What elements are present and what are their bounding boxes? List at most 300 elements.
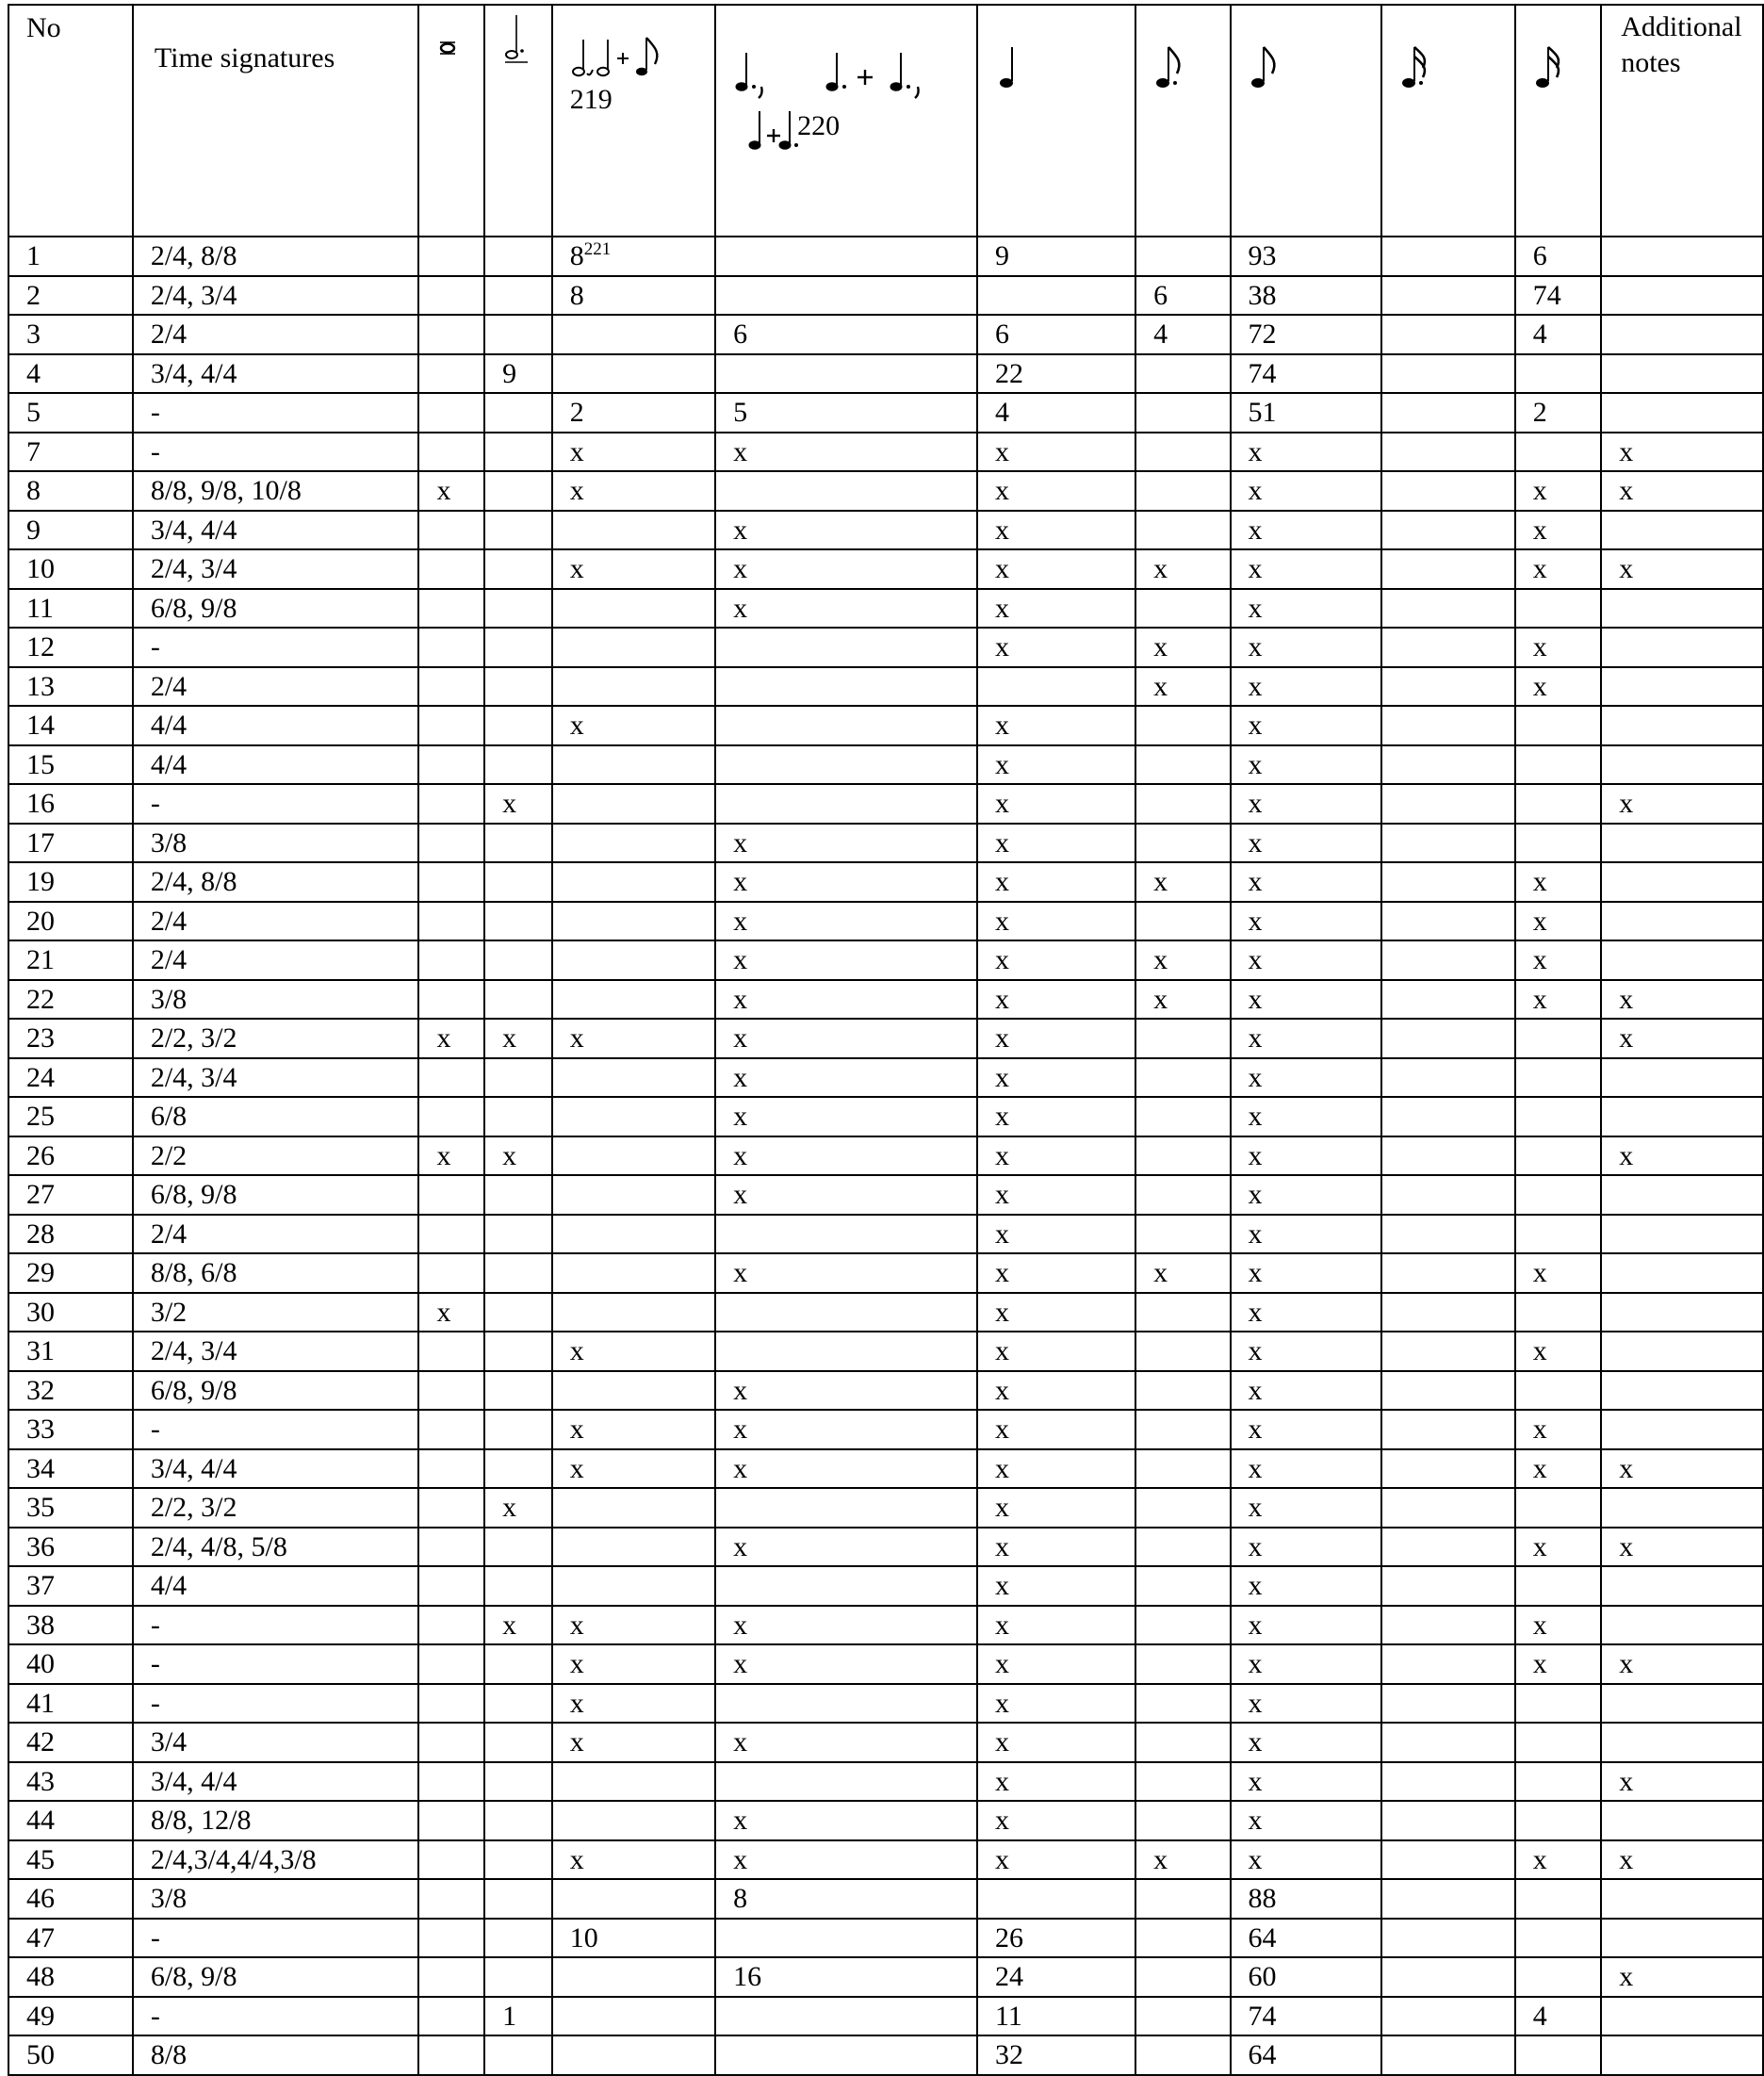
row-no [8, 237, 133, 276]
dotted-half-cell [484, 1528, 552, 1567]
row-no [8, 1566, 133, 1606]
header-eighth [1231, 5, 1381, 237]
additional-notes-cell [1601, 589, 1763, 629]
dotted-eighth-cell [1135, 276, 1230, 316]
eighth-cell-value: x [1248, 514, 1263, 546]
whole-cell [418, 1606, 484, 1645]
quarter-cell [977, 589, 1135, 629]
dotted-half-cell [484, 471, 552, 511]
eighth-cell-value: x [1248, 1530, 1263, 1562]
quarter-cell-value: 9 [994, 240, 1009, 271]
row-no [8, 1175, 133, 1215]
dotted-quarter-group-cell [715, 276, 977, 316]
half-group-cell [552, 1253, 715, 1293]
dotted-half-cell-value: x [502, 788, 517, 819]
time-signature-value: 2/4, 8/8 [150, 866, 237, 897]
whole-cell [418, 1175, 484, 1215]
time-signature-value: 8/8, 9/8, 10/8 [150, 475, 302, 506]
time-signature-value: 2/4, 8/8 [150, 240, 237, 271]
quarter-cell [977, 862, 1135, 902]
quarter-cell [977, 393, 1135, 433]
eighth-cell-value: x [1248, 1843, 1263, 1875]
quarter-cell-value: x [994, 1414, 1009, 1445]
dotted-eighth-cell-value: x [1153, 631, 1168, 662]
dotted-quarter-group-cell-value: x [733, 1179, 748, 1210]
time-signature-value: 3/4, 4/4 [150, 1765, 237, 1797]
dotted-half-cell [484, 549, 552, 589]
whole-cell [418, 1762, 484, 1802]
eighth-cell [1231, 706, 1381, 745]
eighth-cell [1231, 1566, 1381, 1606]
dotted-half-cell [484, 1019, 552, 1058]
time-signature-value: 2/4 [150, 1218, 188, 1250]
dotted-eighth-cell [1135, 315, 1230, 354]
footnote-ref: 221 [583, 239, 612, 259]
dotted-sixteenth-cell [1381, 393, 1515, 433]
half-group-cell-value: x [569, 1687, 584, 1719]
row-no [8, 1840, 133, 1880]
eighth-cell-value: x [1248, 435, 1263, 467]
table-row [8, 1566, 1763, 1606]
half-group-cell [552, 549, 715, 589]
row-no-value: 4 [26, 357, 41, 389]
quarter-cell [977, 1801, 1135, 1840]
table-row [8, 354, 1763, 394]
time-signature-value: - [150, 2000, 160, 2032]
dotted-quarter-group-cell [715, 1293, 977, 1332]
quarter-cell [977, 276, 1135, 316]
additional-notes-cell [1601, 745, 1763, 785]
row-no-value: 43 [26, 1765, 55, 1797]
dotted-quarter-group-cell [715, 393, 977, 433]
sixteenth-cell [1515, 1723, 1602, 1762]
dotted-sixteenth-cell [1381, 1293, 1515, 1332]
quarter-cell-value: x [994, 1726, 1009, 1757]
dotted-sixteenth-cell [1381, 1136, 1515, 1176]
time-signature [133, 1293, 419, 1332]
eighth-cell-value: x [1248, 944, 1263, 975]
row-no [8, 1684, 133, 1724]
quarter-cell-value: x [994, 1570, 1009, 1601]
quarter-cell-value: x [994, 553, 1009, 584]
sixteenth-cell-value: 4 [1532, 2000, 1547, 2032]
dotted-quarter-group-cell-value: x [733, 1530, 748, 1562]
dotted-sixteenth-cell [1381, 628, 1515, 667]
sixteenth-cell [1515, 1566, 1602, 1606]
table-row [8, 315, 1763, 354]
dotted-half-cell [484, 784, 552, 824]
additional-notes-cell [1601, 1410, 1763, 1449]
time-signature [133, 1684, 419, 1724]
half-group-cell [552, 940, 715, 980]
additional-notes-cell-value: x [1619, 435, 1634, 467]
dotted-eighth-cell [1135, 1684, 1230, 1724]
dotted-half-cell-value: x [502, 1492, 517, 1523]
eighth-cell [1231, 1449, 1381, 1489]
dotted-eighth-cell [1135, 589, 1230, 629]
whole-cell [418, 1723, 484, 1762]
half-group-cell [552, 1019, 715, 1058]
additional-notes-cell [1601, 1253, 1763, 1293]
dotted-eighth-cell [1135, 1840, 1230, 1880]
header-time-signatures: Time signatures [133, 5, 419, 237]
table-row [8, 589, 1763, 629]
row-no [8, 902, 133, 941]
header-sixteenth [1515, 5, 1602, 237]
row-no-value: 31 [26, 1335, 55, 1366]
additional-notes-cell [1601, 433, 1763, 472]
dotted-half-cell [484, 1449, 552, 1489]
whole-cell [418, 1449, 484, 1489]
whole-note-icon [436, 11, 459, 58]
row-no-value: 2 [26, 279, 41, 311]
dotted-eighth-cell [1135, 1762, 1230, 1802]
row-no-value: 34 [26, 1452, 55, 1484]
header-no: No [8, 5, 133, 237]
time-signature [133, 1058, 419, 1098]
dotted-half-cell [484, 1371, 552, 1411]
dotted-eighth-cell [1135, 1801, 1230, 1840]
whole-cell [418, 237, 484, 276]
rhythm-table [8, 4, 1764, 2076]
dotted-eighth-cell-value: x [1153, 553, 1168, 584]
dotted-quarter-group-cell [715, 667, 977, 707]
table-row [8, 1644, 1763, 1684]
half-group-cell [552, 628, 715, 667]
half-group-cell [552, 706, 715, 745]
half-group-cell [552, 1410, 715, 1449]
whole-cell [418, 1136, 484, 1176]
additional-notes-cell-value: x [1619, 553, 1634, 584]
sixteenth-cell-value: 74 [1532, 279, 1561, 311]
table-row [8, 1449, 1763, 1489]
eighth-cell-value: 74 [1248, 357, 1277, 389]
half-group-cell [552, 667, 715, 707]
sixteenth-cell [1515, 902, 1602, 941]
row-no [8, 1723, 133, 1762]
half-group-cell [552, 862, 715, 902]
quarter-cell [977, 1410, 1135, 1449]
half-group-cell [552, 1919, 715, 1958]
additional-notes-cell [1601, 511, 1763, 550]
half-group-cell-value: x [569, 1414, 584, 1445]
dotted-sixteenth-cell [1381, 1957, 1515, 1997]
additional-notes-cell [1601, 393, 1763, 433]
eighth-cell-value: x [1248, 1061, 1263, 1093]
quarter-cell [977, 1215, 1135, 1254]
additional-notes-cell [1601, 1997, 1763, 2036]
time-signature-value: 2/4, 3/4 [150, 279, 237, 311]
quarter-cell-value: 11 [994, 2000, 1022, 2032]
sixteenth-cell [1515, 237, 1602, 276]
sixteenth-cell-value: x [1532, 944, 1547, 975]
additional-notes-cell [1601, 1058, 1763, 1098]
quarter-cell-value: x [994, 1530, 1009, 1562]
sixteenth-cell [1515, 1528, 1602, 1567]
dotted-quarter-group-cell [715, 1997, 977, 2036]
row-no [8, 276, 133, 316]
quarter-cell [977, 824, 1135, 863]
dotted-half-cell [484, 1997, 552, 2036]
whole-cell [418, 1097, 484, 1136]
dotted-sixteenth-cell [1381, 1762, 1515, 1802]
table-body [8, 237, 1763, 2075]
half-group-cell [552, 1879, 715, 1919]
eighth-cell [1231, 471, 1381, 511]
dotted-eighth-cell [1135, 628, 1230, 667]
dotted-quarter-group-cell-value: x [733, 435, 748, 467]
row-no [8, 1528, 133, 1567]
dotted-half-cell [484, 1136, 552, 1176]
sixteenth-cell [1515, 276, 1602, 316]
header-dotted-quarter-group-ref: 220 [797, 110, 841, 141]
dotted-quarter-group-cell-value: x [733, 905, 748, 937]
eighth-cell [1231, 1528, 1381, 1567]
quarter-cell [977, 315, 1135, 354]
dotted-sixteenth-cell [1381, 433, 1515, 472]
eighth-cell [1231, 1723, 1381, 1762]
row-no [8, 667, 133, 707]
eighth-cell-value: x [1248, 592, 1263, 624]
eighth-cell-value: x [1248, 1687, 1263, 1719]
whole-cell [418, 1684, 484, 1724]
half-group-cell-value: x [569, 1843, 584, 1875]
dotted-eighth-cell [1135, 393, 1230, 433]
dotted-quarter-group-cell [715, 354, 977, 394]
half-notes-and-tied-eighth-icon [570, 11, 674, 79]
dotted-half-cell [484, 1762, 552, 1802]
sixteenth-cell-value: x [1532, 1335, 1547, 1366]
row-no [8, 1253, 133, 1293]
dotted-eighth-cell [1135, 1293, 1230, 1332]
dotted-half-cell [484, 1058, 552, 1098]
half-group-cell [552, 1997, 715, 2036]
header-additional-notes: Additional notes [1601, 5, 1763, 237]
time-signature [133, 902, 419, 941]
dotted-sixteenth-cell [1381, 549, 1515, 589]
eighth-cell-value: x [1248, 710, 1263, 741]
half-group-cell [552, 824, 715, 863]
header-dotted-sixteenth [1381, 5, 1515, 237]
table-row [8, 1997, 1763, 2036]
time-signature-value: 2/4, 3/4 [150, 1061, 237, 1093]
quarter-cell-value: x [994, 1218, 1009, 1250]
dotted-eighth-cell [1135, 745, 1230, 785]
sixteenth-cell [1515, 628, 1602, 667]
eighth-cell-value: x [1248, 1414, 1263, 1445]
dotted-eighth-cell [1135, 940, 1230, 980]
row-no-value: 1 [26, 240, 41, 271]
row-no [8, 1058, 133, 1098]
sixteenth-cell [1515, 862, 1602, 902]
quarter-cell [977, 1879, 1135, 1919]
header-dotted-half [484, 5, 552, 237]
row-no-value: 5 [26, 397, 41, 428]
quarter-cell [977, 784, 1135, 824]
sixteenth-cell [1515, 1058, 1602, 1098]
additional-notes-cell [1601, 862, 1763, 902]
row-no [8, 589, 133, 629]
sixteenth-cell [1515, 1371, 1602, 1411]
quarter-cell [977, 1175, 1135, 1215]
eighth-cell-value: x [1248, 1139, 1263, 1171]
dotted-eighth-note-icon [1153, 11, 1191, 87]
dotted-quarter-group-cell [715, 1762, 977, 1802]
table-row [8, 1528, 1763, 1567]
row-no [8, 1097, 133, 1136]
dotted-quarter-group-cell-value: x [733, 1101, 748, 1132]
table-row [8, 1371, 1763, 1411]
time-signature [133, 1488, 419, 1528]
table-row [8, 471, 1763, 511]
row-no [8, 1801, 133, 1840]
quarter-cell-value: 22 [994, 357, 1023, 389]
half-group-cell-value: x [569, 1335, 584, 1366]
row-no-value: 49 [26, 2000, 55, 2032]
dotted-half-cell [484, 1332, 552, 1371]
table-row [8, 1488, 1763, 1528]
additional-notes-cell [1601, 706, 1763, 745]
dotted-quarter-group-cell [715, 549, 977, 589]
dotted-quarter-group-cell-value: 8 [733, 1883, 748, 1914]
additional-notes-cell [1601, 1879, 1763, 1919]
dotted-quarter-group-cell-value: x [733, 1257, 748, 1288]
sixteenth-cell-value: x [1532, 983, 1547, 1015]
half-group-cell [552, 354, 715, 394]
time-signature [133, 1997, 419, 2036]
half-group-cell-value: x [569, 710, 584, 741]
sixteenth-cell [1515, 824, 1602, 863]
time-signature-value: 6/8 [150, 1101, 188, 1132]
dotted-quarter-group-cell [715, 824, 977, 863]
sixteenth-cell-value: 2 [1532, 397, 1547, 428]
dotted-eighth-cell [1135, 549, 1230, 589]
time-signature-value: 2/2, 3/2 [150, 1492, 237, 1523]
whole-cell [418, 393, 484, 433]
whole-cell [418, 824, 484, 863]
dotted-sixteenth-cell [1381, 980, 1515, 1020]
dotted-half-cell [484, 393, 552, 433]
dotted-quarter-group-cell [715, 1801, 977, 1840]
whole-cell [418, 1801, 484, 1840]
dotted-sixteenth-cell [1381, 1019, 1515, 1058]
additional-notes-cell [1601, 824, 1763, 863]
sixteenth-cell-value: x [1532, 514, 1547, 546]
row-no-value: 32 [26, 1374, 55, 1406]
dotted-half-cell [484, 433, 552, 472]
half-group-cell [552, 1528, 715, 1567]
dotted-eighth-cell [1135, 1332, 1230, 1371]
quarter-note-icon [995, 11, 1023, 87]
dotted-quarter-group-cell [715, 237, 977, 276]
dotted-half-cell [484, 315, 552, 354]
eighth-note-icon [1249, 11, 1286, 87]
dotted-sixteenth-cell [1381, 471, 1515, 511]
dotted-eighth-cell [1135, 1723, 1230, 1762]
quarter-cell-value: x [994, 514, 1009, 546]
half-group-cell [552, 1371, 715, 1411]
whole-cell [418, 549, 484, 589]
additional-notes-cell [1601, 1293, 1763, 1332]
row-no-value: 9 [26, 514, 41, 546]
quarter-cell-value: x [994, 592, 1009, 624]
time-signature [133, 940, 419, 980]
row-no [8, 940, 133, 980]
sixteenth-cell-value: x [1532, 475, 1547, 506]
half-group-cell [552, 589, 715, 629]
row-no [8, 1879, 133, 1919]
quarter-cell-value: x [994, 1609, 1009, 1641]
eighth-cell [1231, 1879, 1381, 1919]
sixteenth-cell [1515, 980, 1602, 1020]
row-no-value: 15 [26, 748, 55, 780]
table-row [8, 1215, 1763, 1254]
dotted-half-cell-value: 9 [502, 357, 517, 389]
quarter-cell [977, 940, 1135, 980]
table-row [8, 1293, 1763, 1332]
quarter-cell-value: x [994, 710, 1009, 741]
quarter-cell [977, 2035, 1135, 2075]
time-signature [133, 1371, 419, 1411]
quarter-cell [977, 1723, 1135, 1762]
dotted-quarter-group-cell-value: x [733, 1805, 748, 1836]
dotted-eighth-cell [1135, 824, 1230, 863]
time-signature-value: - [150, 1687, 160, 1719]
quarter-cell [977, 1606, 1135, 1645]
dotted-quarter-group-cell-value: 16 [733, 1961, 762, 1992]
dotted-half-cell [484, 1293, 552, 1332]
half-group-cell-value: x [569, 1452, 584, 1484]
eighth-cell [1231, 784, 1381, 824]
dotted-quarter-group-cell [715, 471, 977, 511]
eighth-cell-value: x [1248, 1452, 1263, 1484]
row-no [8, 1488, 133, 1528]
time-signature-value: 2/4 [150, 944, 188, 975]
additional-notes-cell [1601, 1332, 1763, 1371]
eighth-cell-value: x [1248, 1218, 1263, 1250]
sixteenth-cell-value: x [1532, 905, 1547, 937]
time-signature [133, 1253, 419, 1293]
dotted-eighth-cell-value: x [1153, 983, 1168, 1015]
time-signature-value: 8/8, 12/8 [150, 1805, 252, 1836]
whole-cell [418, 511, 484, 550]
whole-cell-value: x [436, 475, 451, 506]
dotted-sixteenth-cell [1381, 1723, 1515, 1762]
row-no [8, 980, 133, 1020]
dotted-sixteenth-cell [1381, 1801, 1515, 1840]
whole-cell [418, 1957, 484, 1997]
sixteenth-cell-value: x [1532, 553, 1547, 584]
dotted-half-cell [484, 589, 552, 629]
table-row [8, 1879, 1763, 1919]
additional-notes-cell [1601, 1528, 1763, 1567]
sixteenth-cell [1515, 1175, 1602, 1215]
half-group-cell [552, 784, 715, 824]
row-no [8, 1644, 133, 1684]
dotted-eighth-cell [1135, 1253, 1230, 1293]
dotted-quarter-group-cell [715, 511, 977, 550]
quarter-cell [977, 1371, 1135, 1411]
whole-cell [418, 1528, 484, 1567]
whole-cell [418, 1488, 484, 1528]
dotted-eighth-cell [1135, 1019, 1230, 1058]
time-signature-value: 2/4,3/4,4/4,3/8 [150, 1843, 317, 1875]
eighth-cell [1231, 1097, 1381, 1136]
half-group-cell [552, 315, 715, 354]
quarter-cell-value: x [994, 1452, 1009, 1484]
whole-cell [418, 1019, 484, 1058]
half-group-cell [552, 393, 715, 433]
